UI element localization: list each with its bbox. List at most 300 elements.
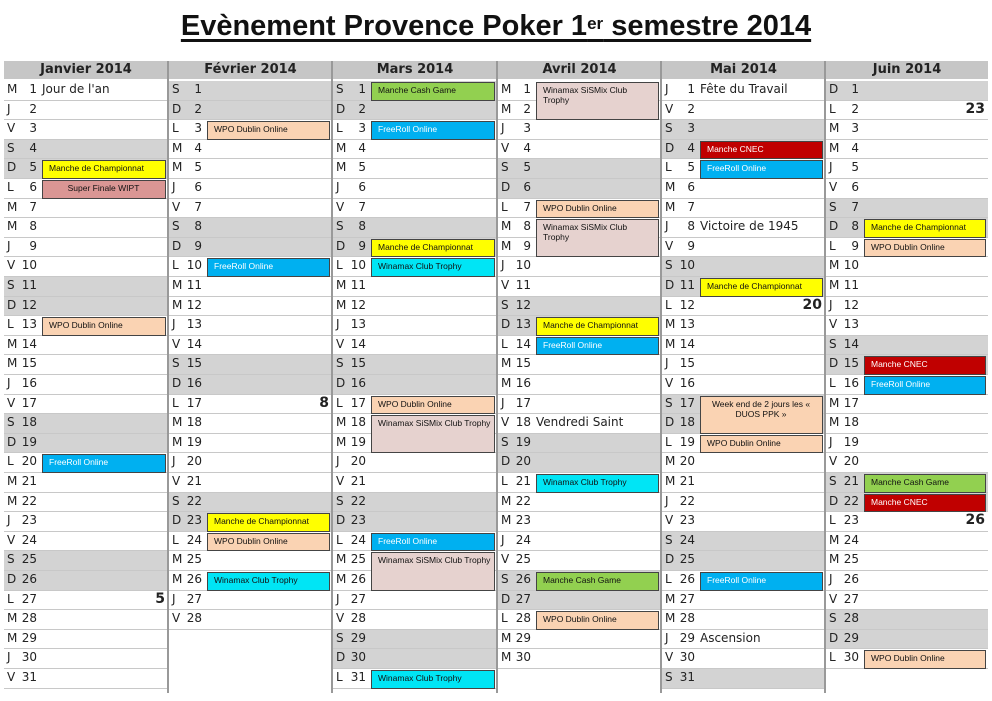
weekday-letter: M: [336, 572, 347, 586]
weekday-letter: M: [501, 513, 512, 528]
day-row: [333, 218, 497, 238]
day-number: 19: [350, 434, 366, 449]
day-number: 7: [358, 199, 366, 214]
day-number: 12: [186, 297, 202, 312]
day-row: [333, 336, 497, 356]
day-row: [333, 610, 497, 630]
day-number: 11: [350, 278, 366, 292]
weekday-letter: D: [336, 101, 346, 116]
day-number: 7: [687, 199, 695, 214]
event-cnec[interactable]: Manche CNEC: [700, 141, 823, 160]
day-number: 20: [186, 454, 202, 469]
weekday-letter: J: [829, 572, 833, 586]
day-row: [498, 453, 661, 473]
day-number: 7: [194, 199, 202, 214]
day-number: 1: [29, 82, 37, 96]
day-number: 3: [358, 121, 366, 136]
day-row: [662, 532, 825, 552]
weekday-letter: S: [336, 630, 344, 645]
weekday-letter: J: [172, 317, 176, 332]
weekday-letter: M: [829, 121, 840, 136]
day-number: 27: [350, 591, 366, 606]
day-row: [826, 414, 988, 434]
weekday-letter: V: [829, 180, 838, 194]
day-row: [826, 591, 988, 611]
day-row: [333, 199, 497, 219]
weekday-letter: L: [336, 670, 343, 684]
weekday-letter: L: [7, 454, 14, 469]
event-championnat[interactable]: Manche de Championnat: [864, 219, 986, 238]
weekday-letter: S: [501, 572, 509, 586]
holiday-label: Ascension: [700, 630, 761, 645]
day-number: 21: [21, 474, 37, 488]
day-number: 10: [515, 258, 531, 273]
event-cash[interactable]: Manche Cash Game: [371, 82, 495, 101]
day-row: [333, 297, 497, 317]
day-number: 6: [194, 180, 202, 194]
day-number: 6: [523, 180, 531, 194]
day-row: [4, 336, 168, 356]
day-row: [662, 512, 825, 532]
day-row: [333, 140, 497, 160]
day-number: 19: [679, 434, 695, 449]
weekday-letter: M: [7, 493, 18, 508]
day-number: 3: [29, 121, 37, 136]
day-row: [169, 199, 332, 219]
day-number: 3: [687, 121, 695, 136]
day-number: 20: [843, 454, 859, 469]
weekday-letter: M: [336, 140, 347, 155]
week-number: 8: [319, 394, 329, 411]
day-number: 30: [21, 650, 37, 665]
day-number: 21: [843, 474, 859, 488]
weekday-letter: D: [665, 415, 675, 430]
event-championnat[interactable]: Manche de Championnat: [700, 278, 823, 297]
day-number: 21: [186, 474, 202, 488]
event-dublin[interactable]: WPO Dublin Online: [371, 396, 495, 415]
day-number: 20: [515, 454, 531, 469]
weekday-letter: M: [7, 199, 18, 214]
weekday-letter: J: [829, 160, 833, 175]
weekday-letter: S: [7, 415, 15, 430]
day-row: [4, 140, 168, 160]
event-cnec[interactable]: Manche CNEC: [864, 494, 986, 513]
weekday-letter: M: [172, 278, 183, 292]
weekday-letter: J: [172, 180, 176, 194]
weekday-letter: D: [665, 278, 675, 292]
weekday-letter: V: [665, 376, 674, 390]
weekday-letter: M: [172, 415, 183, 430]
weekday-letter: M: [665, 474, 676, 488]
day-number: 18: [843, 415, 859, 430]
day-number: 24: [350, 532, 366, 547]
month-header: Avril 2014: [498, 61, 661, 79]
weekday-letter: D: [172, 376, 182, 390]
event-freeroll[interactable]: FreeRoll Online: [42, 454, 166, 473]
weekday-letter: M: [7, 630, 18, 645]
weekday-letter: L: [829, 238, 836, 253]
day-number: 29: [21, 630, 37, 645]
weekday-letter: S: [7, 552, 15, 567]
day-row: [826, 159, 988, 179]
weekday-letter: V: [336, 474, 345, 488]
day-number: 5: [194, 160, 202, 175]
weekday-letter: D: [829, 219, 839, 234]
day-row: [826, 512, 988, 532]
weekday-letter: S: [501, 434, 509, 449]
weekday-letter: J: [501, 395, 505, 410]
weekday-letter: V: [172, 336, 181, 351]
day-number: 2: [194, 101, 202, 116]
event-dublin[interactable]: WPO Dublin Online: [536, 611, 659, 630]
weekday-letter: D: [7, 160, 17, 175]
weekday-letter: V: [336, 611, 345, 626]
day-row: [169, 316, 332, 336]
weekday-letter: L: [501, 474, 508, 488]
event-winamax_club[interactable]: Winamax Club Trophy: [371, 258, 495, 277]
day-row: [169, 453, 332, 473]
day-row: [333, 473, 497, 493]
column-divider: [167, 61, 169, 693]
day-number: 14: [843, 336, 859, 351]
day-row: [826, 453, 988, 473]
day-row: [169, 473, 332, 493]
event-championnat[interactable]: Manche de Championnat: [536, 317, 659, 336]
event-sismix[interactable]: Winamax SiSMix Club Trophy: [371, 415, 495, 453]
weekday-letter: V: [829, 591, 838, 606]
day-number: 20: [679, 454, 695, 469]
weekday-letter: J: [665, 630, 669, 645]
weekday-letter: M: [665, 454, 676, 469]
day-number: 8: [687, 219, 695, 234]
day-row: [498, 395, 661, 415]
weekday-letter: M: [336, 297, 347, 312]
weekday-letter: D: [501, 317, 511, 332]
day-row: [333, 512, 497, 532]
day-row: [826, 336, 988, 356]
day-number: 6: [851, 180, 859, 194]
weekday-letter: D: [336, 650, 346, 665]
day-number: 2: [851, 101, 859, 116]
day-number: 22: [515, 493, 531, 508]
holiday-label: Vendredi Saint: [536, 415, 624, 430]
day-number: 4: [358, 140, 366, 155]
weekday-letter: M: [7, 82, 18, 96]
weekday-letter: M: [829, 532, 840, 547]
weekday-letter: V: [336, 199, 345, 214]
day-row: [333, 316, 497, 336]
day-row: [498, 414, 661, 434]
day-row: [169, 179, 332, 199]
weekday-letter: L: [665, 160, 672, 175]
weekday-letter: S: [665, 532, 673, 547]
event-dublin[interactable]: WPO Dublin Online: [864, 650, 986, 669]
day-number: 12: [679, 297, 695, 312]
day-number: 24: [515, 532, 531, 547]
day-number: 29: [515, 630, 531, 645]
weekday-letter: D: [336, 513, 346, 528]
day-row: [169, 414, 332, 434]
day-number: 10: [843, 258, 859, 273]
day-row: [498, 630, 661, 650]
day-number: 22: [350, 493, 366, 508]
event-freeroll[interactable]: FreeRoll Online: [536, 337, 659, 356]
day-row: [333, 493, 497, 513]
weekday-letter: S: [336, 493, 344, 508]
day-row: [4, 257, 168, 277]
weekday-letter: M: [501, 82, 512, 96]
event-sismix[interactable]: Winamax SiSMix Club Trophy: [536, 82, 659, 120]
day-row: [333, 649, 497, 669]
day-number: 13: [515, 317, 531, 332]
day-row: [826, 395, 988, 415]
weekday-letter: M: [501, 376, 512, 390]
day-number: 4: [194, 140, 202, 155]
weekday-letter: M: [829, 395, 840, 410]
event-dublin[interactable]: WPO Dublin Online: [864, 239, 986, 258]
day-row: [826, 257, 988, 277]
day-row: [169, 610, 332, 630]
day-number: 9: [358, 238, 366, 253]
day-number: 21: [515, 474, 531, 488]
day-number: 23: [515, 513, 531, 528]
day-row: [826, 101, 988, 121]
day-number: 6: [358, 180, 366, 194]
weekday-letter: S: [665, 670, 673, 684]
day-row: [662, 81, 825, 101]
weekday-letter: V: [172, 474, 181, 488]
day-number: 10: [350, 258, 366, 273]
weekday-letter: S: [336, 82, 344, 96]
day-row: [498, 297, 661, 317]
day-row: [4, 199, 168, 219]
day-row: [169, 238, 332, 258]
weekday-letter: M: [501, 650, 512, 665]
day-row: [662, 316, 825, 336]
weekday-letter: M: [7, 611, 18, 626]
day-number: 30: [515, 650, 531, 665]
day-number: 9: [29, 238, 37, 253]
day-row: [498, 434, 661, 454]
weekday-letter: D: [7, 297, 17, 312]
weekday-letter: V: [829, 317, 838, 332]
day-row: [826, 140, 988, 160]
day-row: [662, 649, 825, 669]
day-row: [333, 355, 497, 375]
weekday-letter: M: [665, 591, 676, 606]
event-dublin[interactable]: WPO Dublin Online: [42, 317, 166, 336]
day-number: 2: [358, 101, 366, 116]
weekday-letter: J: [336, 317, 340, 332]
day-row: [333, 101, 497, 121]
day-number: 3: [523, 121, 531, 136]
day-number: 5: [29, 160, 37, 175]
day-row: [662, 179, 825, 199]
day-row: [826, 297, 988, 317]
day-number: 16: [21, 376, 37, 390]
day-row: [4, 297, 168, 317]
week-number: 26: [965, 512, 985, 529]
day-number: 25: [21, 552, 37, 567]
day-number: 15: [350, 356, 366, 371]
day-row: [662, 630, 825, 650]
weekday-letter: J: [665, 82, 669, 96]
event-freeroll[interactable]: FreeRoll Online: [371, 121, 495, 140]
day-row: [4, 81, 168, 101]
day-row: [4, 610, 168, 630]
weekday-letter: S: [172, 493, 180, 508]
day-row: [498, 257, 661, 277]
weekday-letter: M: [172, 297, 183, 312]
day-number: 26: [515, 572, 531, 586]
weekday-letter: L: [7, 591, 14, 606]
day-number: 17: [515, 395, 531, 410]
event-winamax_club[interactable]: Winamax Club Trophy: [207, 572, 330, 591]
event-dublin[interactable]: WPO Dublin Online: [207, 121, 330, 140]
event-freeroll[interactable]: FreeRoll Online: [207, 258, 330, 277]
event-cash[interactable]: Manche Cash Game: [864, 474, 986, 493]
event-winamax_club[interactable]: Winamax Club Trophy: [536, 474, 659, 493]
weekday-letter: M: [829, 258, 840, 273]
event-freeroll[interactable]: FreeRoll Online: [864, 376, 986, 395]
day-row: [826, 434, 988, 454]
weekday-letter: M: [501, 101, 512, 116]
day-number: 25: [679, 552, 695, 567]
day-row: [169, 297, 332, 317]
day-number: 1: [523, 82, 531, 96]
day-number: 17: [679, 395, 695, 410]
weekday-letter: M: [172, 434, 183, 449]
event-sismix[interactable]: Winamax SiSMix Club Trophy: [371, 552, 495, 590]
weekday-letter: V: [7, 258, 16, 273]
event-freeroll[interactable]: FreeRoll Online: [700, 572, 823, 591]
weekday-letter: V: [665, 650, 674, 665]
day-row: [4, 434, 168, 454]
event-freeroll[interactable]: FreeRoll Online: [371, 533, 495, 552]
weekday-letter: D: [336, 238, 346, 253]
day-number: 9: [523, 238, 531, 253]
day-row: [4, 101, 168, 121]
day-row: [4, 649, 168, 669]
month-header: Février 2014: [169, 61, 332, 79]
weekday-letter: S: [665, 395, 673, 410]
weekday-letter: S: [172, 82, 180, 96]
day-number: 4: [851, 140, 859, 155]
weekday-letter: M: [665, 199, 676, 214]
event-winamax_club[interactable]: Winamax Club Trophy: [371, 670, 495, 689]
event-dublin[interactable]: WPO Dublin Online: [700, 435, 823, 454]
day-number: 14: [186, 336, 202, 351]
weekday-letter: D: [501, 454, 511, 469]
event-dublin[interactable]: WPO Dublin Online: [536, 200, 659, 219]
event-sismix[interactable]: Winamax SiSMix Club Trophy: [536, 219, 659, 257]
weekday-letter: S: [665, 258, 673, 273]
event-dublin[interactable]: WPO Dublin Online: [207, 533, 330, 552]
day-row: [662, 453, 825, 473]
day-number: 27: [515, 591, 531, 606]
month-column: [169, 61, 332, 701]
day-number: 22: [679, 493, 695, 508]
day-row: [826, 551, 988, 571]
day-row: [169, 140, 332, 160]
day-number: 19: [515, 434, 531, 449]
event-cnec[interactable]: Manche CNEC: [864, 356, 986, 375]
weekday-letter: S: [829, 474, 837, 488]
weekday-letter: M: [7, 219, 18, 234]
day-number: 24: [186, 532, 202, 547]
day-number: 26: [679, 572, 695, 586]
event-championnat[interactable]: Manche de Championnat: [371, 239, 495, 258]
weekday-letter: L: [172, 258, 179, 273]
day-row: [826, 630, 988, 650]
event-freeroll[interactable]: FreeRoll Online: [700, 160, 823, 179]
weekday-letter: S: [336, 356, 344, 371]
weekday-letter: M: [665, 336, 676, 351]
weekday-letter: J: [7, 376, 11, 390]
event-wipt[interactable]: Super Finale WIPT: [42, 180, 166, 199]
event-dublin[interactable]: Week end de 2 jours les « DUOS PPK »: [700, 396, 823, 434]
day-row: [826, 316, 988, 336]
day-number: 17: [843, 395, 859, 410]
day-row: [333, 591, 497, 611]
day-row: [662, 375, 825, 395]
day-number: 31: [21, 670, 37, 684]
day-number: 16: [679, 376, 695, 390]
day-row: [4, 571, 168, 591]
week-number: 20: [802, 296, 822, 313]
weekday-letter: V: [501, 552, 510, 567]
day-row: [662, 669, 825, 689]
day-row: [169, 159, 332, 179]
day-row: [4, 414, 168, 434]
day-number: 16: [350, 376, 366, 390]
day-row: [169, 551, 332, 571]
day-number: 20: [350, 454, 366, 469]
weekday-letter: J: [336, 454, 340, 469]
day-number: 6: [29, 180, 37, 194]
month-header: Juin 2014: [826, 61, 988, 79]
weekday-letter: M: [665, 180, 676, 194]
weekday-letter: J: [829, 297, 833, 312]
day-number: 7: [851, 199, 859, 214]
day-row: [333, 453, 497, 473]
month-column: [826, 61, 988, 701]
day-row: [662, 551, 825, 571]
day-row: [662, 591, 825, 611]
day-number: 9: [194, 238, 202, 253]
weekday-letter: M: [665, 317, 676, 332]
day-number: 26: [350, 572, 366, 586]
event-championnat[interactable]: Manche de Championnat: [42, 160, 166, 179]
day-row: [4, 493, 168, 513]
weekday-letter: L: [336, 532, 343, 547]
weekday-letter: L: [829, 650, 836, 665]
day-row: [169, 355, 332, 375]
event-cash[interactable]: Manche Cash Game: [536, 572, 659, 591]
day-number: 25: [843, 552, 859, 567]
weekday-letter: V: [7, 395, 16, 410]
day-number: 14: [515, 336, 531, 351]
day-number: 7: [523, 199, 531, 214]
day-row: [826, 81, 988, 101]
event-championnat[interactable]: Manche de Championnat: [207, 513, 330, 532]
day-number: 28: [515, 611, 531, 626]
weekday-letter: M: [172, 140, 183, 155]
day-row: [4, 238, 168, 258]
day-row: [169, 434, 332, 454]
day-number: 17: [21, 395, 37, 410]
weekday-letter: D: [172, 101, 182, 116]
